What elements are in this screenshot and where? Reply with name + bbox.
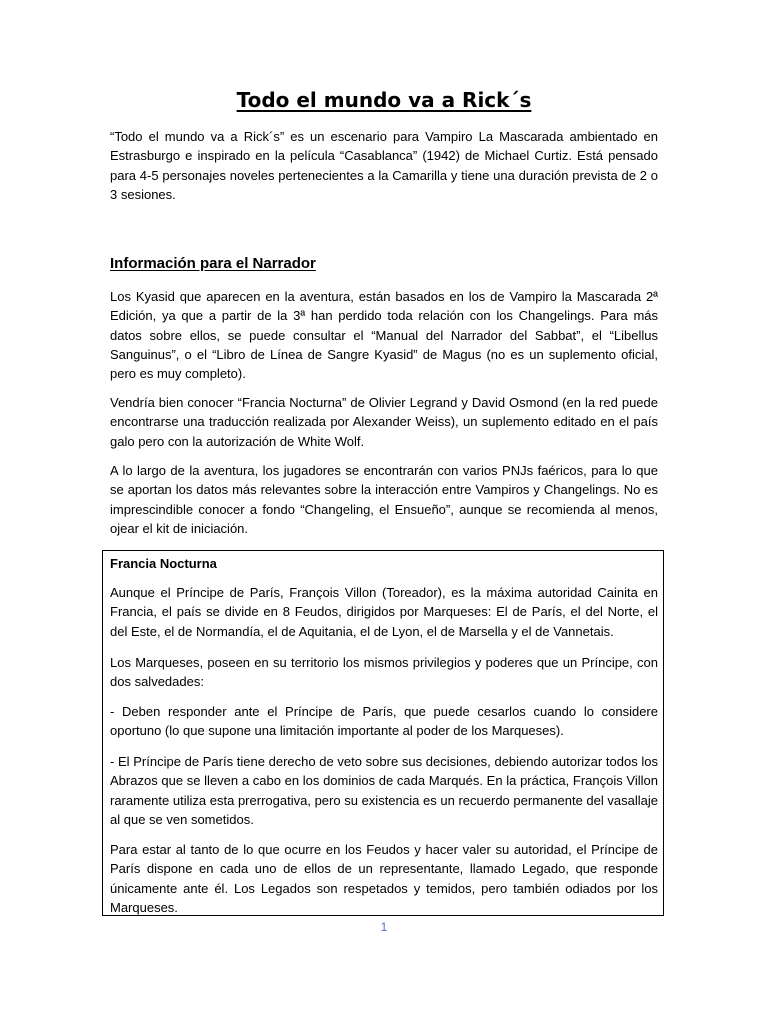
- intro-paragraph: “Todo el mundo va a Rick´s” es un escenario para Vampiro La Mascarada ambientado en Estrasburgo e inspirado en la película “Casablanca” (1942) de Michael Curtiz. Está pensado para 4-5 personajes noveles pertenecientes a la Camarilla y tiene una duración prevista de 2 o 3 sesiones.: [110, 129, 658, 202]
- section-heading: Información para el Narrador: [110, 255, 316, 272]
- paragraph-changelings: A lo largo de la aventura, los jugadores se encontrarán con varios PNJs faéricos, para lo que se aportan los datos más relevantes sobre la interacción entre Vampiros y Changelings. No es imprescindible conocer a fondo “Changeling, el Ensueño”, aunque se recomienda al menos, ojear el kit de iniciación.: [110, 463, 658, 536]
- box-title: Francia Nocturna: [110, 556, 217, 571]
- box-paragraph: - El Príncipe de París tiene derecho de veto sobre sus decisiones, debiendo autorizar todos los Abrazos que se lleven a cabo en los dominios de cada Marqués. En la práctica, François Villon raramente utiliza esta prerrogativa, pero su existencia es un recuerdo permanente del vasallaje al que se ven sometidos.: [110, 754, 658, 827]
- box-paragraph: - Deben responder ante el Príncipe de París, que puede cesarlos cuando lo considere oportuno (lo que supone una limitación importante al poder de los Marqueses).: [110, 704, 658, 739]
- box-paragraph: Para estar al tanto de lo que ocurre en los Feudos y hacer valer su autoridad, el Príncipe de París dispone en cada uno de ellos de un representante, llamado Legado, que responde únicamente ante él. Los Legados son respetados y temidos, pero también odiados por los Marqueses.: [110, 842, 658, 915]
- document-title: Todo el mundo va a Rick´s: [236, 88, 532, 112]
- page-number: 1: [380, 920, 388, 934]
- sidebar-box: [102, 550, 664, 916]
- paragraph-francia-nocturna: Vendría bien conocer “Francia Nocturna” de Olivier Legrand y David Osmond (en la red puede encontrarse una traducción realizada por Alexander Weiss), un suplemento editado en el país galo pero con la autorización de White Wolf.: [110, 395, 658, 449]
- paragraph-kyasid: Los Kyasid que aparecen en la aventura, están basados en los de Vampiro la Mascarada 2ª Edición, ya que a partir de la 3ª han perdido toda relación con los Changelings. Para más datos sobre ellos, se puede consultar el “Manual del Narrador del Sabbat”, el “Libellus Sanguinus”, o el “Libro de Línea de Sangre Kyasid” de Magus (no es un suplemento oficial, pero es muy completo).: [110, 289, 658, 382]
- box-paragraph: Aunque el Príncipe de París, François Villon (Toreador), es la máxima autoridad Cainita en Francia, el país se divide en 8 Feudos, dirigidos por Marqueses: El de París, el del Norte, el del Este, el de Normandía, el de Aquitania, el de Lyon, el de Marsella y el de Vannetais.: [110, 585, 658, 639]
- box-paragraph: Los Marqueses, poseen en su territorio los mismos privilegios y poderes que un Príncipe, con dos salvedades:: [110, 655, 658, 690]
